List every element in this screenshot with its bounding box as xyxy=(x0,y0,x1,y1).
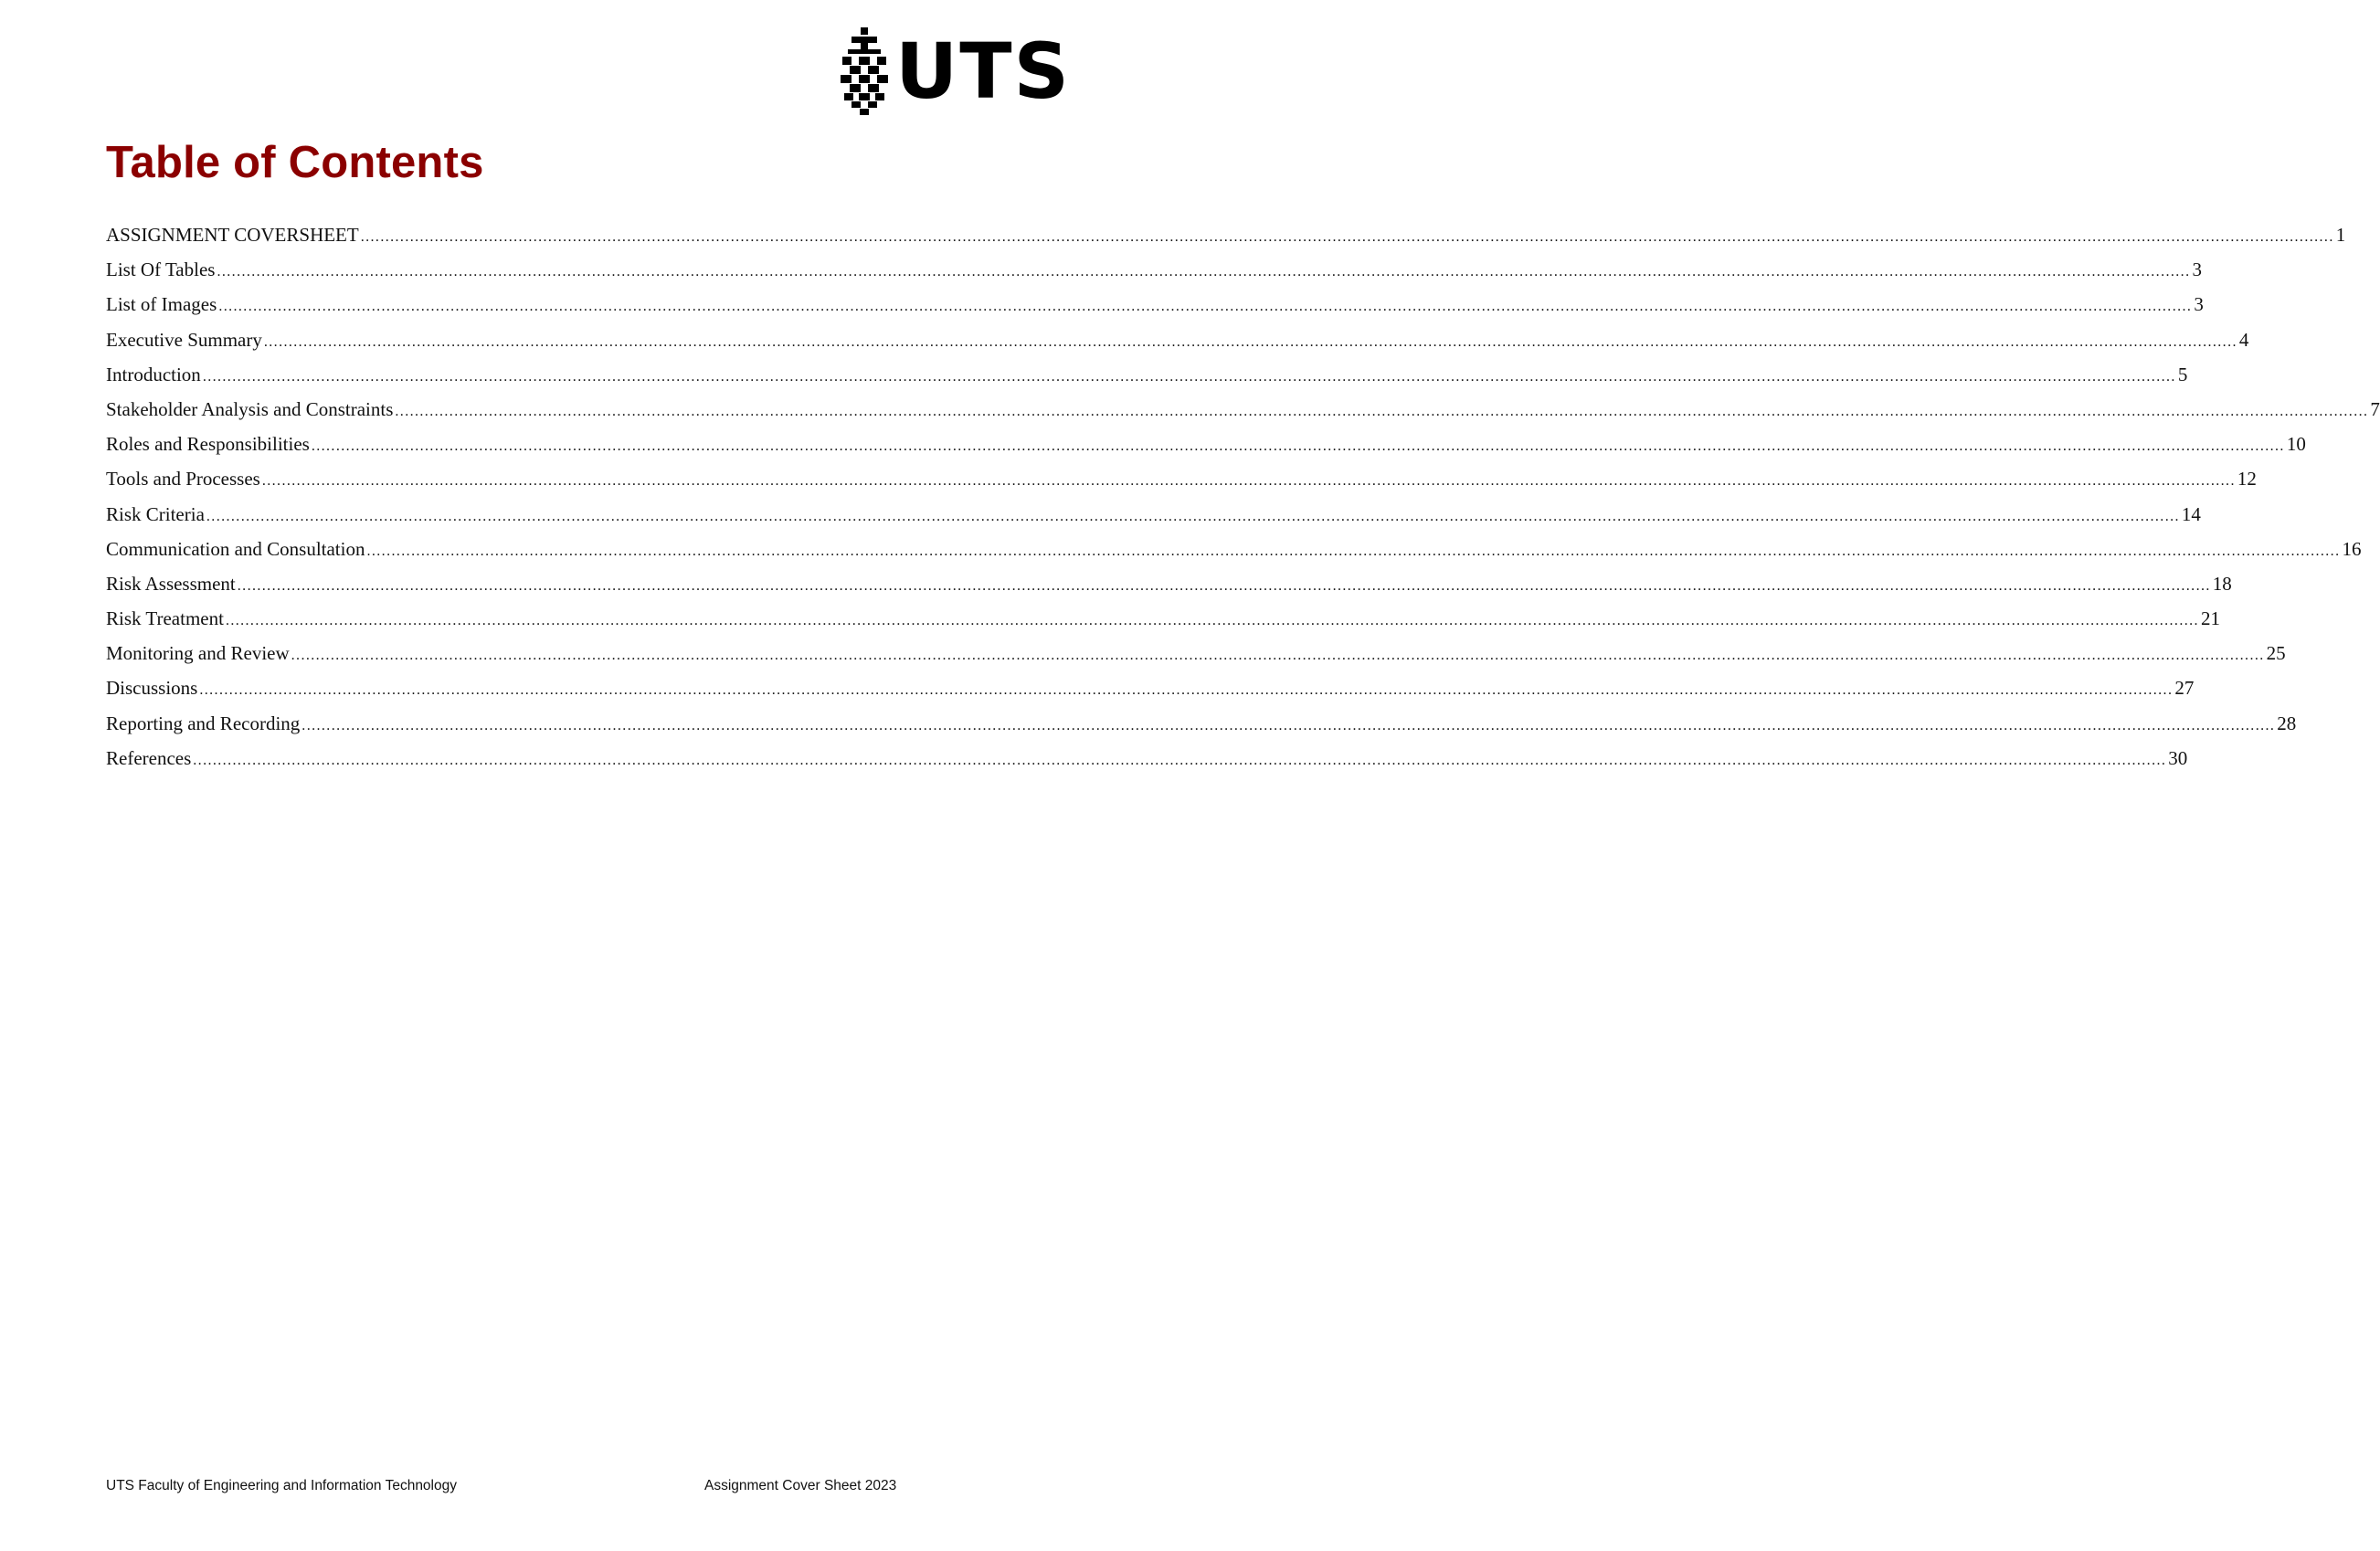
footer-left: UTS Faculty of Engineering and Information Technology xyxy=(106,1478,457,1493)
toc-entry[interactable] xyxy=(106,217,2346,252)
logo-wordmark: UTS xyxy=(895,26,1072,116)
toc-dot-leader: ................................................................................................................................................................................................................................................................................................................................................................................................................ xyxy=(237,577,2211,594)
toc-entry[interactable] xyxy=(106,357,2188,392)
toc-entry[interactable] xyxy=(106,706,2297,741)
toc-entry-label: Risk Treatment xyxy=(106,607,224,630)
toc-entry-label: Reporting and Recording xyxy=(106,712,301,734)
toc-entry[interactable] xyxy=(106,392,2380,427)
toc-entry-page: 21 xyxy=(2200,607,2220,630)
toc-entry-label: Stakeholder Analysis and Constraints xyxy=(106,397,394,420)
toc-dot-leader: ................................................................................................................................................................................................................................................................................................................................................................................................................ xyxy=(225,613,2199,629)
toc-dot-leader: ................................................................................................................................................................................................................................................................................................................................................................................................................ xyxy=(217,264,2191,280)
toc-entry[interactable] xyxy=(106,427,2306,461)
toc-entry-page: 7 xyxy=(2370,397,2380,420)
toc-entry[interactable] xyxy=(106,741,2188,776)
toc-entry-page: 3 xyxy=(2194,293,2204,316)
toc-entry-label: Communication and Consultation xyxy=(106,537,365,560)
toc-entry-label: Executive Summary xyxy=(106,328,262,351)
uts-crest-icon xyxy=(839,26,890,117)
toc-dot-leader: ................................................................................................................................................................................................................................................................................................................................................................................................................ xyxy=(206,508,2180,524)
toc-dot-leader: ................................................................................................................................................................................................................................................................................................................................................................................................................ xyxy=(395,403,2369,419)
toc-entry[interactable] xyxy=(106,252,2202,287)
toc-entry-page: 25 xyxy=(2266,642,2286,665)
toc-entry[interactable] xyxy=(106,601,2220,636)
toc-entry-label: Roles and Responsibilities xyxy=(106,433,310,456)
toc-entry-page: 28 xyxy=(2277,712,2297,734)
page-title: Table of Contents xyxy=(106,138,484,187)
toc-dot-leader: ................................................................................................................................................................................................................................................................................................................................................................................................................ xyxy=(261,473,2236,490)
toc-entry-page: 12 xyxy=(2237,468,2257,491)
toc-dot-leader: ................................................................................................................................................................................................................................................................................................................................................................................................................ xyxy=(301,717,2276,733)
toc-dot-leader: ................................................................................................................................................................................................................................................................................................................................................................................................................ xyxy=(193,752,2167,768)
toc-entry-label: Tools and Processes xyxy=(106,468,260,491)
toc-dot-leader: ................................................................................................................................................................................................................................................................................................................................................................................................................ xyxy=(202,368,2176,385)
toc-entry-page: 4 xyxy=(2238,328,2249,351)
toc-entry[interactable] xyxy=(106,566,2232,601)
toc-dot-leader: ................................................................................................................................................................................................................................................................................................................................................................................................................ xyxy=(366,543,2341,559)
footer-right: Assignment Cover Sheet 2023 xyxy=(704,1478,897,1493)
toc-entry-label: Discussions xyxy=(106,677,198,700)
toc-dot-leader: ................................................................................................................................................................................................................................................................................................................................................................................................................ xyxy=(311,438,2285,455)
toc-entry-page: 1 xyxy=(2335,224,2346,246)
toc-entry[interactable] xyxy=(106,461,2257,496)
toc-dot-leader: ................................................................................................................................................................................................................................................................................................................................................................................................................ xyxy=(199,682,2174,699)
toc-entry-page: 18 xyxy=(2212,572,2232,595)
toc-entry-label: ASSIGNMENT COVERSHEET xyxy=(106,224,359,246)
uts-logo xyxy=(839,24,1072,119)
toc-entry-label: References xyxy=(106,746,192,769)
toc-entry[interactable] xyxy=(106,322,2249,357)
toc-entry-page: 16 xyxy=(2342,537,2362,560)
toc-entry[interactable] xyxy=(106,670,2195,705)
toc-entry[interactable] xyxy=(106,287,2204,322)
toc-entry-page: 5 xyxy=(2177,363,2188,385)
toc-entry-label: Monitoring and Review xyxy=(106,642,290,665)
toc-dot-leader: ................................................................................................................................................................................................................................................................................................................................................................................................................ xyxy=(291,648,2265,664)
toc-entry-page: 27 xyxy=(2174,677,2195,700)
toc-entry-page: 14 xyxy=(2181,502,2201,525)
toc-entry-page: 30 xyxy=(2168,746,2188,769)
table-of-contents xyxy=(106,217,2380,776)
toc-entry-page: 3 xyxy=(2192,258,2202,281)
toc-entry-label: Introduction xyxy=(106,363,201,385)
toc-dot-leader: ................................................................................................................................................................................................................................................................................................................................................................................................................ xyxy=(360,229,2334,245)
toc-entry-label: List Of Tables xyxy=(106,258,216,281)
toc-entry[interactable] xyxy=(106,497,2201,532)
toc-entry-label: Risk Assessment xyxy=(106,572,236,595)
toc-dot-leader: ................................................................................................................................................................................................................................................................................................................................................................................................................ xyxy=(218,299,2193,315)
toc-entry[interactable] xyxy=(106,636,2286,670)
toc-dot-leader: ................................................................................................................................................................................................................................................................................................................................................................................................................ xyxy=(263,333,2237,350)
toc-entry[interactable] xyxy=(106,532,2362,566)
toc-entry-label: Risk Criteria xyxy=(106,502,205,525)
toc-entry-label: List of Images xyxy=(106,293,217,316)
toc-entry-page: 10 xyxy=(2286,433,2306,456)
